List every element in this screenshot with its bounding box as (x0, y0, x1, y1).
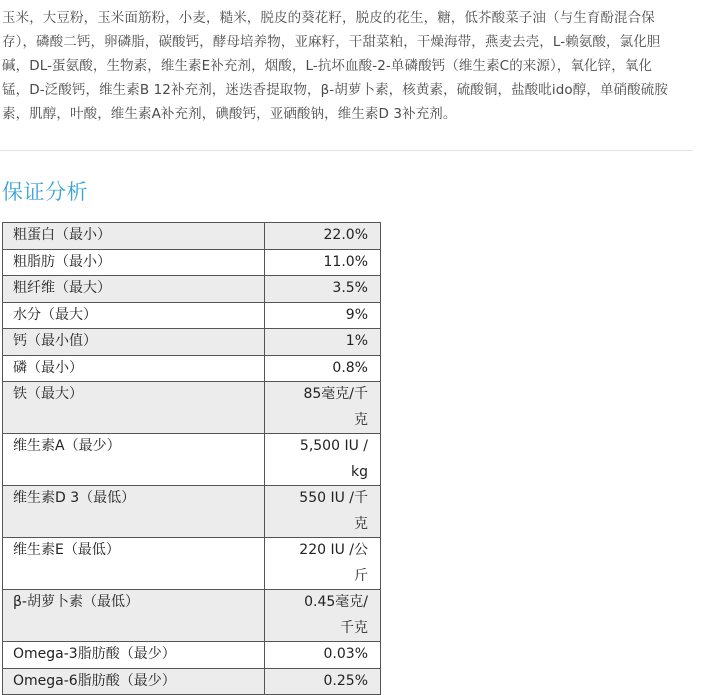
nutrient-value-line: 克 (354, 515, 368, 532)
nutrient-value (264, 276, 380, 303)
section-divider (0, 150, 693, 151)
ingredients-paragraph (2, 6, 694, 126)
nutrient-value (264, 434, 380, 486)
nutrient-value-line: 3.5% (332, 280, 368, 296)
nutrient-value-line: 0.45毫克/ (304, 594, 368, 610)
nutrient-value (264, 249, 380, 276)
ingredients-line: 锰，D-泛酸钙，维生素B 12补充剂，迷迭香提取物，β-胡萝卜素，核黄素，硫酸铜，盐酸吡ido醇，单硝酸硫胺 (2, 82, 668, 98)
nutrient-name: 粗纤维（最大） (3, 276, 265, 303)
nutrient-name: 铁（最大） (3, 382, 265, 434)
nutrient-value-line: 85毫克/千 (303, 386, 368, 402)
analysis-row (3, 249, 381, 276)
nutrient-value-line: 550 IU /千 (299, 490, 368, 506)
ingredients-line: 素，肌醇，叶酸，维生素A补充剂，碘酸钙，亚硒酸钠，维生素D 3补充剂。 (2, 106, 457, 122)
nutrient-value-line: 克 (354, 411, 368, 428)
nutrient-value (264, 590, 380, 642)
analysis-row (3, 538, 381, 590)
analysis-table-body (3, 223, 381, 695)
analysis-row (3, 668, 381, 695)
nutrient-name: 钙（最小值） (3, 329, 265, 356)
ingredients-line: 存），磷酸二钙，卵磷脂，碳酸钙，酵母培养物，亚麻籽，干甜菜粕，干燥海带，燕麦去壳，L-赖氨酸，氯化胆 (2, 34, 661, 50)
analysis-row (3, 302, 381, 329)
nutrient-value (264, 382, 380, 434)
nutrient-name: 磷（最小） (3, 355, 265, 382)
analysis-row (3, 590, 381, 642)
nutrient-name: 维生素A（最少） (3, 434, 265, 486)
nutrient-value-line: 0.25% (323, 672, 368, 689)
analysis-row (3, 486, 381, 538)
nutrient-name: 粗脂肪（最小） (3, 249, 265, 276)
nutrient-name: 水分（最大） (3, 302, 265, 329)
guaranteed-analysis-title: 保证分析 (2, 180, 88, 204)
nutrient-name: 维生素E（最低） (3, 538, 265, 590)
ingredients-line: 碱，DL-蛋氨酸，生物素，维生素E补充剂，烟酸，L-抗坏血酸-2-单磷酸钙（维生素C的来源），氧化锌，氧化 (2, 58, 653, 74)
nutrient-value (264, 223, 380, 250)
nutrient-value (264, 302, 380, 329)
nutrient-value-line: 220 IU /公 (299, 542, 368, 558)
nutrient-value-line: 11.0% (323, 253, 368, 270)
guaranteed-analysis-table (2, 222, 381, 695)
nutrient-value-line: 22.0% (323, 227, 368, 243)
analysis-row (3, 382, 381, 434)
nutrient-value-line: 1% (345, 333, 368, 349)
nutrient-name: Omega-6脂肪酸（最少） (3, 668, 265, 695)
nutrient-value (264, 668, 380, 695)
nutrient-value (264, 486, 380, 538)
analysis-row (3, 276, 381, 303)
nutrient-value (264, 642, 380, 669)
ingredients-line: 玉米，大豆粉，玉米面筋粉，小麦，糙米，脱皮的葵花籽，脱皮的花生，糖，低芥酸菜子油（与生育酚混合保 (2, 10, 655, 26)
nutrient-value-line: 斤 (354, 567, 368, 584)
analysis-row (3, 642, 381, 669)
nutrient-value-line: kg (351, 463, 368, 480)
nutrient-name: Omega-3脂肪酸（最少） (3, 642, 265, 669)
nutrient-name: 维生素D 3（最低） (3, 486, 265, 538)
nutrient-value-line: 9% (345, 306, 368, 323)
nutrient-value-line: 0.03% (323, 646, 368, 662)
nutrient-name: β-胡萝卜素（最低） (3, 590, 265, 642)
nutrient-value (264, 538, 380, 590)
nutrient-value-line: 千克 (340, 619, 368, 636)
nutrient-value (264, 329, 380, 356)
nutrient-value-line: 0.8% (332, 359, 368, 376)
analysis-row (3, 329, 381, 356)
nutrient-value-line: 5,500 IU / (299, 438, 368, 454)
analysis-row (3, 223, 381, 250)
nutrient-name: 粗蛋白（最小） (3, 223, 265, 250)
nutrient-value (264, 355, 380, 382)
analysis-row (3, 355, 381, 382)
analysis-row (3, 434, 381, 486)
